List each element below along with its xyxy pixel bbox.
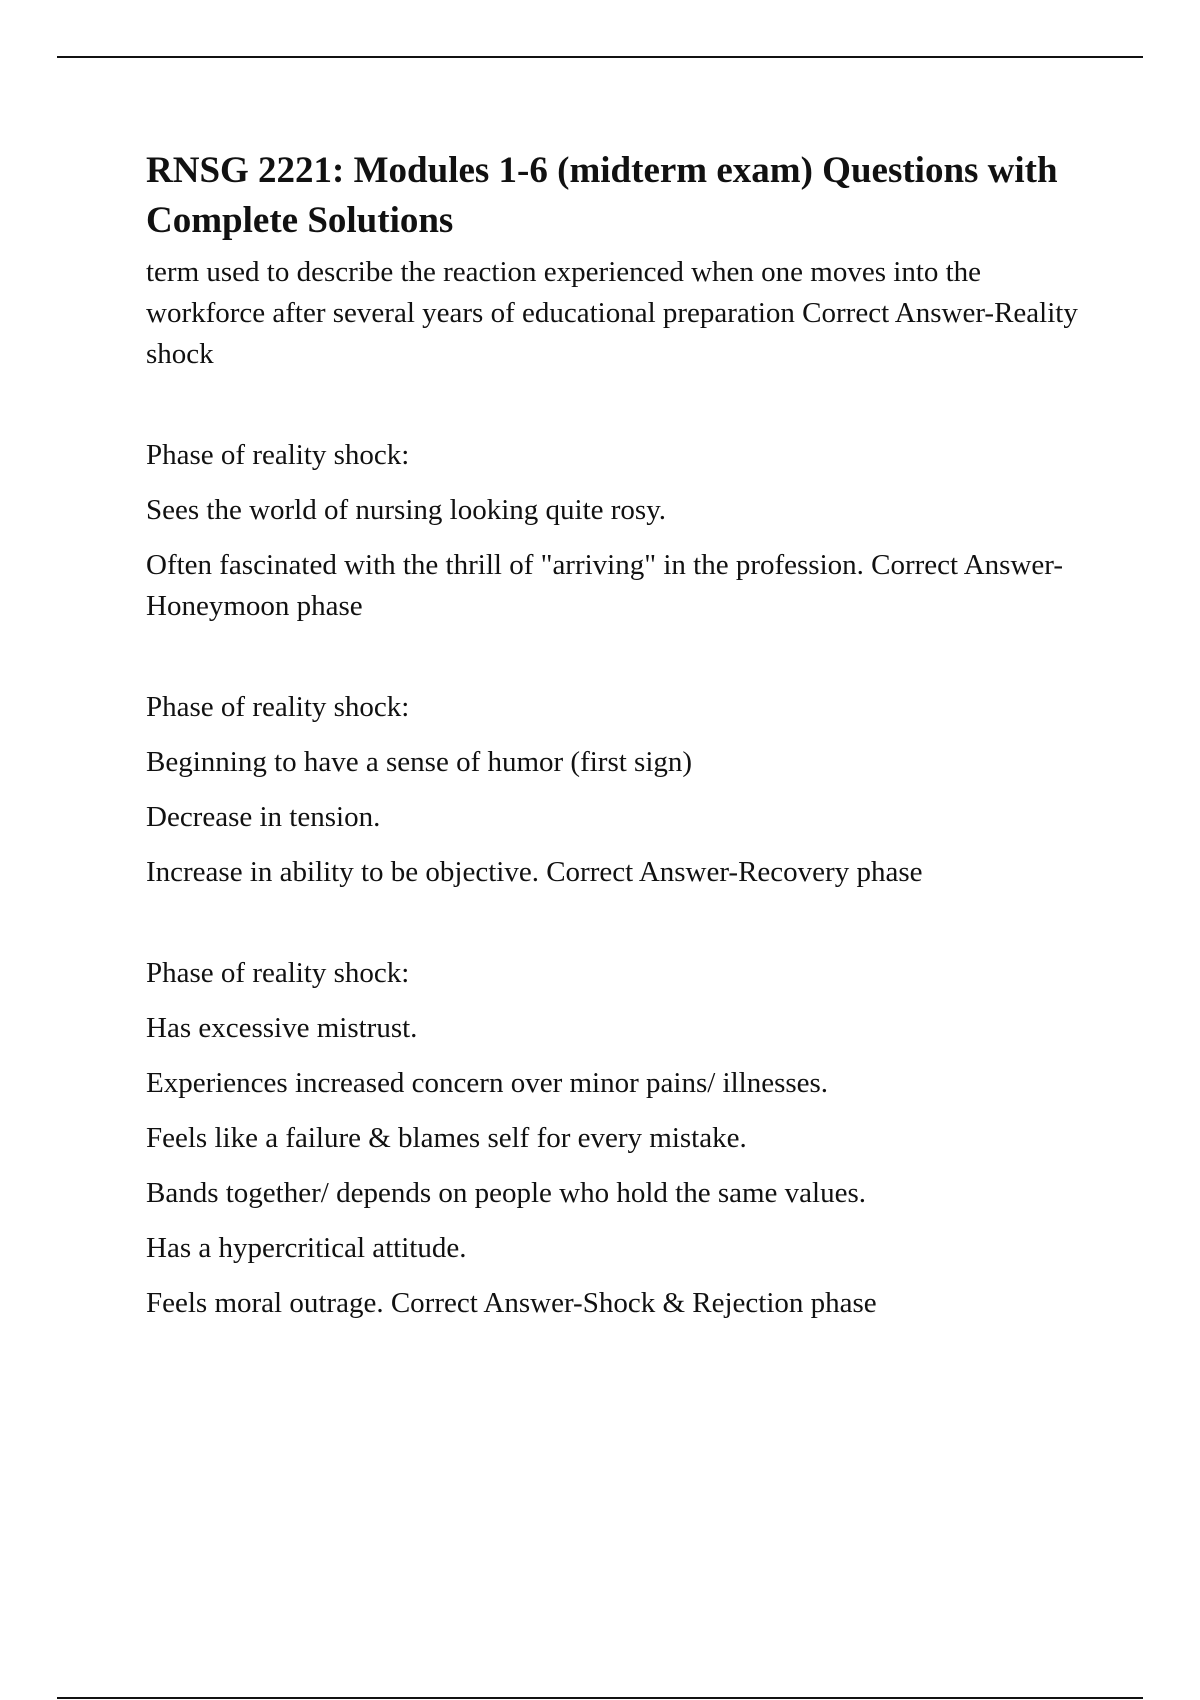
page-top-rule — [57, 56, 1143, 58]
page-bottom-rule — [57, 1697, 1143, 1699]
question-line: Phase of reality shock: — [146, 691, 410, 723]
question-block-recovery — [146, 687, 1096, 893]
question-line: Beginning to have a sense of humor (first sign) — [146, 746, 693, 778]
question-block-honeymoon — [146, 435, 1096, 627]
question-line: Experiences increased concern over minor pains/ illnesses. — [146, 1067, 829, 1099]
question-line: Feels moral outrage. Correct Answer-Shock & Rejection phase — [146, 1287, 877, 1319]
document-body — [146, 146, 1096, 1324]
document-title: RNSG 2221: Modules 1-6 (midterm exam) Questions with Complete Solutions — [146, 150, 1058, 241]
question-line: Has excessive mistrust. — [146, 1012, 418, 1044]
intro-question: term used to describe the reaction experienced when one moves into the workforce after several years of educational preparation Correct Answer-Reality shock — [146, 256, 1078, 370]
question-block-shock-rejection — [146, 953, 1096, 1324]
question-line: Increase in ability to be objective. Correct Answer-Recovery phase — [146, 856, 923, 888]
question-line: Bands together/ depends on people who hold the same values. — [146, 1177, 867, 1209]
question-line: Sees the world of nursing looking quite rosy. — [146, 494, 667, 526]
question-line: Phase of reality shock: — [146, 439, 410, 471]
question-line: Decrease in tension. — [146, 801, 381, 833]
question-line: Phase of reality shock: — [146, 957, 410, 989]
question-line: Feels like a failure & blames self for every mistake. — [146, 1122, 747, 1154]
question-line: Often fascinated with the thrill of "arriving" in the profession. Correct Answer-Honeymoon phase — [146, 549, 1064, 622]
question-line: Has a hypercritical attitude. — [146, 1232, 467, 1264]
